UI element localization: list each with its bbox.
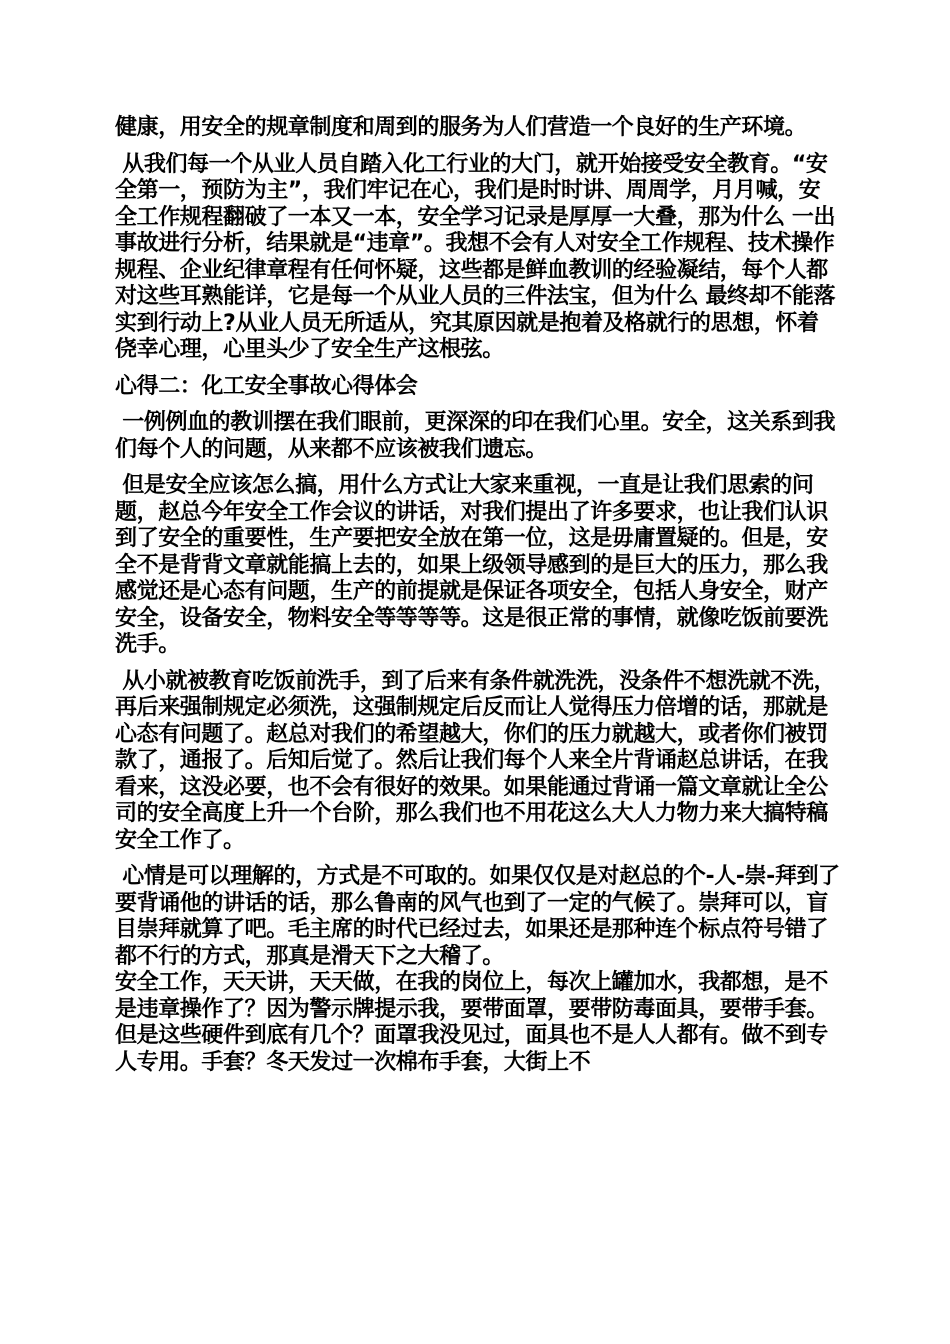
paragraph-how-to-manage-safety: 但是安全应该怎么搞，用什么方式让大家来重视，一直是让我们思索的问题，赵总今年安全工作会议的讲话，对我们提出了许多要求，也让我们认识到了安全的重要性，生产要把安全放在第一位，这是毋庸置疑的。但是，安全不是背背文章就能搞上去的，如果上级领导感到的是巨大的压力，那么我感觉还是心态有问题，生产的前提就是保证各项安全，包括人身安全，财产安全，设备安全，物料安全等等等等。这是很正常的事情，就像吃饭前要洗洗手。 xyxy=(115,473,828,657)
document-body xyxy=(115,115,840,1086)
paragraph-blood-lessons: 一例例血的教训摆在我们眼前，更深深的印在我们心里。安全，这关系到我们每个人的问题，从来都不应该被我们遗忘。 xyxy=(115,410,836,462)
paragraph-daily-safety-work: 安全工作，天天讲，天天做，在我的岗位上，每次上罐加水，我都想，是不是违章操作了？因为警示牌提示我，要带面罩，要带防毒面具，要带手套。但是这些硬件到底有几个？面罩我没见过，面具也不是人人都有。做不到专人专用。手套？冬天发过一次棉布手套，大街上不 xyxy=(115,970,828,1075)
paragraph-intro: 健康，用安全的规章制度和周到的服务为人们营造一个良好的生产环境。 xyxy=(115,115,807,140)
section-heading: 心得二：化工安全事故心得体会 xyxy=(115,373,418,399)
paragraph-attitude: 心情是可以理解的，方式是不可取的。如果仅仅是对赵总的个-人-崇-拜到了要背诵他的讲话的话，那么鲁南的风气也到了一定的气候了。崇拜可以，盲目崇拜就算了吧。毛主席的时代已经过去，如果还是那种连个标点符号错了都不行的方式，那真是滑天下之大稽了。 xyxy=(115,864,840,969)
paragraph-safety-education: 从我们每一个从业人员自踏入化工行业的大门，就开始接受安全教育。“安全第一，预防为主”，我们牢记在心，我们是时时讲、周周学，月月喊，安全工作规程翻破了一本又一本，安全学习记录是厚厚一大叠，那为什么 一出事故进行分析，结果就是“违章”。我想不会有人对安全工作规程、技术操作规程、企业纪律章程有任何怀疑，这些都是鲜血教训的经验凝结，每个人都对这些耳熟能详，它是每一个从业人员的三件法宝，但为什么 最终却不能落实到行动上?从业人员无所适从，究其原因就是抱着及格就行的思想，怀着侥幸心理，心里头少了安全生产这根弦。 xyxy=(115,151,836,362)
paragraph-wash-hands: 从小就被教育吃饭前洗手，到了后来有条件就洗洗，没条件不想洗就不洗，再后来强制规定必须洗，这强制规定后反而让人觉得压力倍增的话，那就是心态有问题了。赵总对我们的希望越大，你们的压力就越大，或者你们被罚款了，通报了。后知后觉了。然后让我们每个人来全片背诵赵总讲话，在我看来，这没必要，也不会有很好的效果。如果能通过背诵一篇文章就让全公司的安全高度上升一个台阶，那么我们也不用花这么大人力物力来大搞特稿安全工作了。 xyxy=(115,668,836,853)
